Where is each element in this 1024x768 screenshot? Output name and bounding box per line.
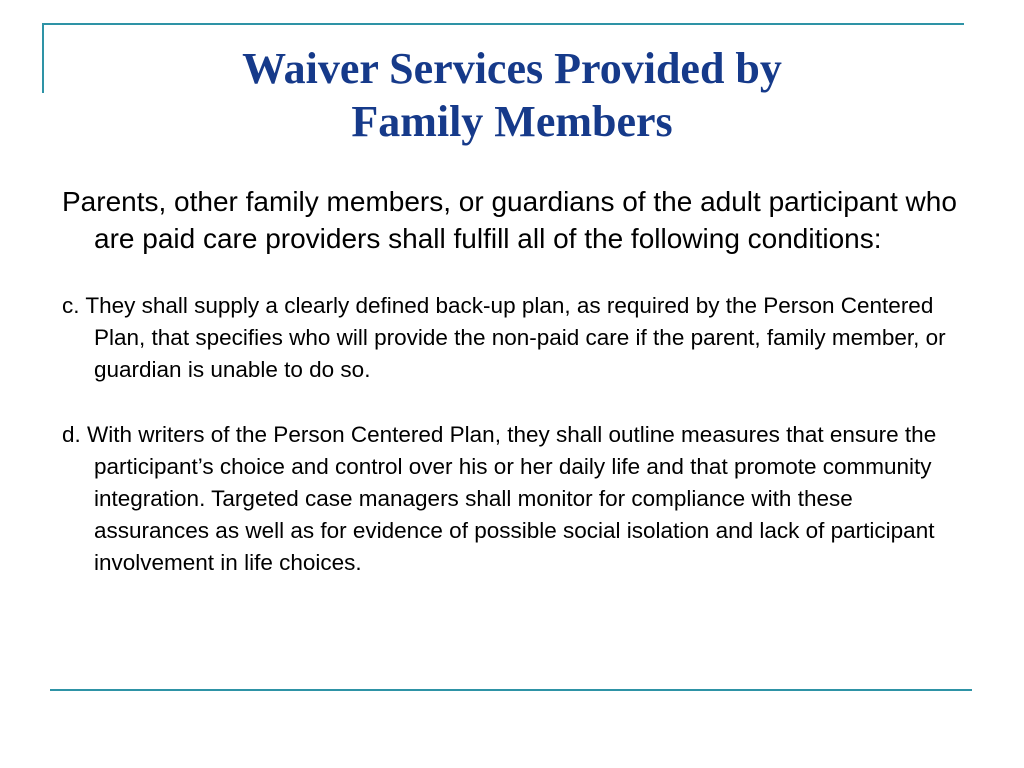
intro-paragraph: Parents, other family members, or guardians of the adult participant who are paid care providers shall fulfill all of the following conditions: (62, 186, 957, 254)
slide-title-line-1: Waiver Services Provided by (242, 44, 782, 93)
slide-title-line-2: Family Members (351, 97, 673, 146)
slide-title (60, 42, 964, 148)
condition-c-paragraph: c. They shall supply a clearly defined back-up plan, as required by the Person Centered Plan, that specifies who will provide the non-paid care if the parent, family member, or guardian is unable to do so. (62, 293, 946, 382)
bottom-border-line (50, 689, 972, 691)
condition-d-paragraph: d. With writers of the Person Centered Plan, they shall outline measures that ensure the participant’s choice and control over his or her daily life and that promote community integration. Targeted case managers shall monitor for compliance with these assurances as well as for evidence of possible social isolation and lack of participant involvement in life choices. (62, 422, 937, 575)
top-border-line (42, 23, 964, 25)
left-border-line (42, 23, 44, 93)
slide-body (62, 183, 962, 612)
